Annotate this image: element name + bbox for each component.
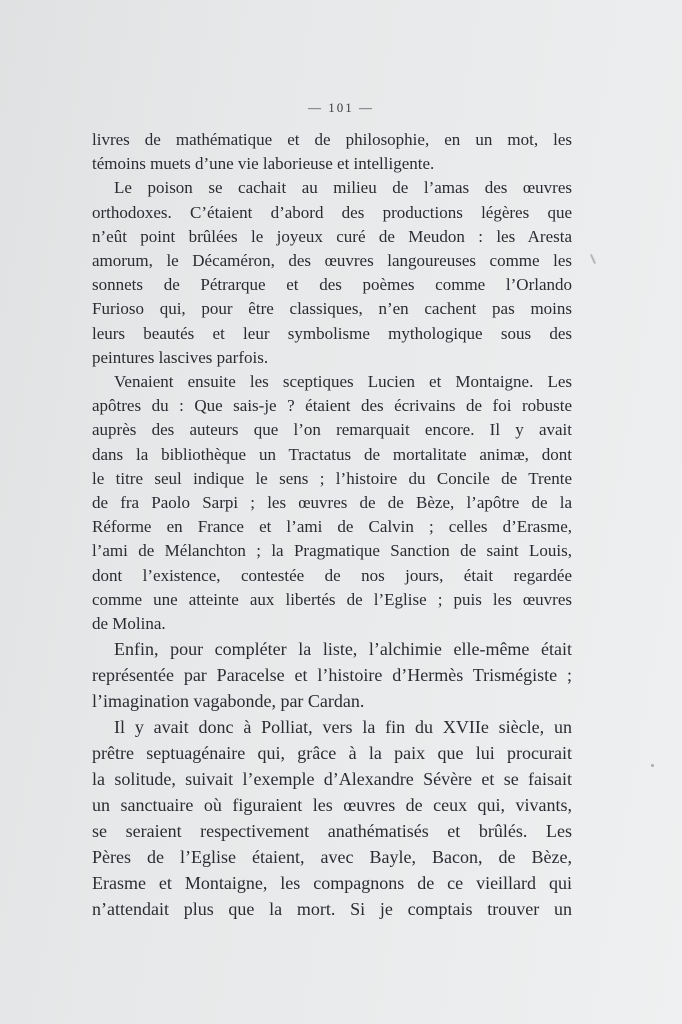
text-line: la solitude, suivait l’exemple d’Alexandre Sévère et se faisait: [92, 769, 572, 790]
text-line: représentée par Paracelse et l’histoire d’Hermès Trismégiste ;: [92, 665, 572, 686]
text-line: Il y avait donc à Polliat, vers la fin du XVIIe siècle, un: [114, 717, 572, 738]
text-line: Le poison se cachait au milieu de l’amas des œuvres: [114, 178, 572, 198]
text-line: leurs beautés et leur symbolisme mythologique sous des: [92, 323, 572, 343]
text-line: de Molina.: [92, 614, 166, 634]
text-line: Venaient ensuite les sceptiques Lucien et Montaigne. Les: [114, 372, 572, 392]
text-line: le titre seul indique le sens ; l’histoire du Concile de Trente: [92, 468, 572, 488]
text-line: amorum, le Décaméron, des œuvres langoureuses comme les: [92, 251, 572, 271]
text-line: livres de mathématique et de philosophie, en un mot, les: [92, 130, 572, 149]
text-line: auprès des auteurs que l’on remarquait encore. Il y avait: [92, 420, 572, 440]
page-number: — 101 —: [308, 100, 374, 115]
text-line: Pères de l’Eglise étaient, avec Bayle, Bacon, de Bèze,: [92, 847, 572, 868]
text-line: orthodoxes. C’étaient d’abord des productions légères que: [92, 202, 572, 222]
text-line: un sanctuaire où figuraient les œuvres de ceux qui, vivants,: [92, 795, 572, 816]
text-line: prêtre septuagénaire qui, grâce à la paix que lui procurait: [92, 743, 572, 764]
text-line: dont l’existence, contestée de nos jours, était regardée: [92, 565, 572, 585]
text-line: Erasme et Montaigne, les compagnons de ce vieillard qui: [92, 873, 572, 894]
text-line: Furioso qui, pour être classiques, n’en cachent pas moins: [92, 299, 572, 319]
text-line: comme une atteinte aux libertés de l’Eglise ; puis les œuvres: [92, 589, 572, 609]
text-line: apôtres du : Que sais-je ? étaient des écrivains de foi robuste: [92, 396, 572, 416]
text-line: n’eût point brûlées le joyeux curé de Meudon : les Aresta: [92, 226, 572, 246]
text-line: se seraient respectivement anathématisés et brûlés. Les: [92, 821, 572, 842]
body-text: [92, 128, 572, 922]
text-line: témoins muets d’une vie laborieuse et intelligente.: [92, 154, 435, 174]
stray-dot: [651, 764, 654, 767]
text-line: Réforme en France et l’ami de Calvin ; celles d’Erasme,: [92, 517, 572, 537]
text-line: sonnets de Pétrarque et des poèmes comme l’Orlando: [92, 275, 572, 295]
text-line: de fra Paolo Sarpi ; les œuvres de de Bèze, l’apôtre de la: [92, 493, 572, 513]
text-line: peintures lascives parfois.: [92, 347, 269, 367]
text-line: n’attendait plus que la mort. Si je comptais trouver un: [92, 899, 572, 920]
text-line: l’ami de Mélanchton ; la Pragmatique Sanction de saint Louis,: [92, 541, 572, 561]
text-line: dans la bibliothèque un Tractatus de mortalitate animæ, dont: [92, 444, 572, 464]
text-line: Enfin, pour compléter la liste, l’alchimie elle-même était: [114, 639, 572, 660]
text-line: l’imagination vagabonde, par Cardan.: [92, 691, 365, 712]
stray-mark: [590, 254, 596, 264]
